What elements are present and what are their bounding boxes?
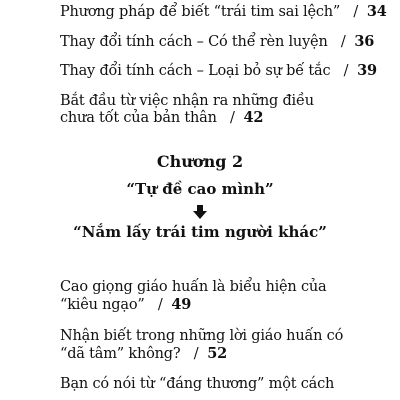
toc-entry-7-line-1 xyxy=(60,374,334,394)
toc-entry-1 xyxy=(60,2,387,22)
toc-page-number: 39 xyxy=(357,62,377,79)
chapter-number: Chương 2 xyxy=(156,152,244,171)
toc-entry-title: Thay đổi tính cách – Loại bỏ sự bế tắc xyxy=(60,63,331,79)
toc-entry-title-cont: “kiêu ngạo” xyxy=(60,297,145,313)
toc-entry-title: Phương pháp để biết “trái tim sai lệch” xyxy=(60,4,341,20)
toc-entry-6-line-2 xyxy=(60,344,227,364)
toc-entry-5-line-1 xyxy=(60,277,326,297)
toc-separator: / xyxy=(157,297,163,313)
toc-entry-title: Cao giọng giáo huấn là biểu hiện của xyxy=(60,279,327,295)
toc-page-number: 36 xyxy=(354,33,375,50)
toc-entry-4-line-2 xyxy=(60,108,263,128)
toc-entry-title: Nhận biết trong những lời giáo huấn có xyxy=(60,328,344,344)
toc-entry-3 xyxy=(60,61,377,81)
toc-entry-title-cont: “dã tâm” không? xyxy=(60,346,181,362)
toc-separator: / xyxy=(343,63,349,79)
toc-entry-5-line-2 xyxy=(60,295,191,315)
toc-entry-6-line-1 xyxy=(60,326,343,346)
toc-page-number: 42 xyxy=(243,109,264,126)
chapter-subtitle-2: “Nắm lấy trái tim người khác” xyxy=(73,223,327,241)
toc-entry-title: Bạn có nói từ “đáng thương” một cách xyxy=(60,376,335,392)
toc-page-number: 34 xyxy=(366,3,387,20)
toc-entry-title-cont: chưa tốt của bản thân xyxy=(60,110,217,126)
down-arrow-icon xyxy=(192,205,208,219)
toc-separator: / xyxy=(229,110,235,126)
toc-page-number: 49 xyxy=(171,296,192,313)
toc-separator: / xyxy=(353,4,359,20)
toc-entry-title: Thay đổi tính cách – Có thể rèn luyện xyxy=(60,34,328,50)
toc-entry-title: Bắt đầu từ việc nhận ra những điều xyxy=(60,93,314,109)
toc-separator: / xyxy=(193,346,199,362)
chapter-subtitle-1: “Tự đề cao mình” xyxy=(126,180,274,198)
toc-entry-2 xyxy=(60,32,374,52)
toc-separator: / xyxy=(340,34,346,50)
toc-page-number: 52 xyxy=(207,345,227,362)
